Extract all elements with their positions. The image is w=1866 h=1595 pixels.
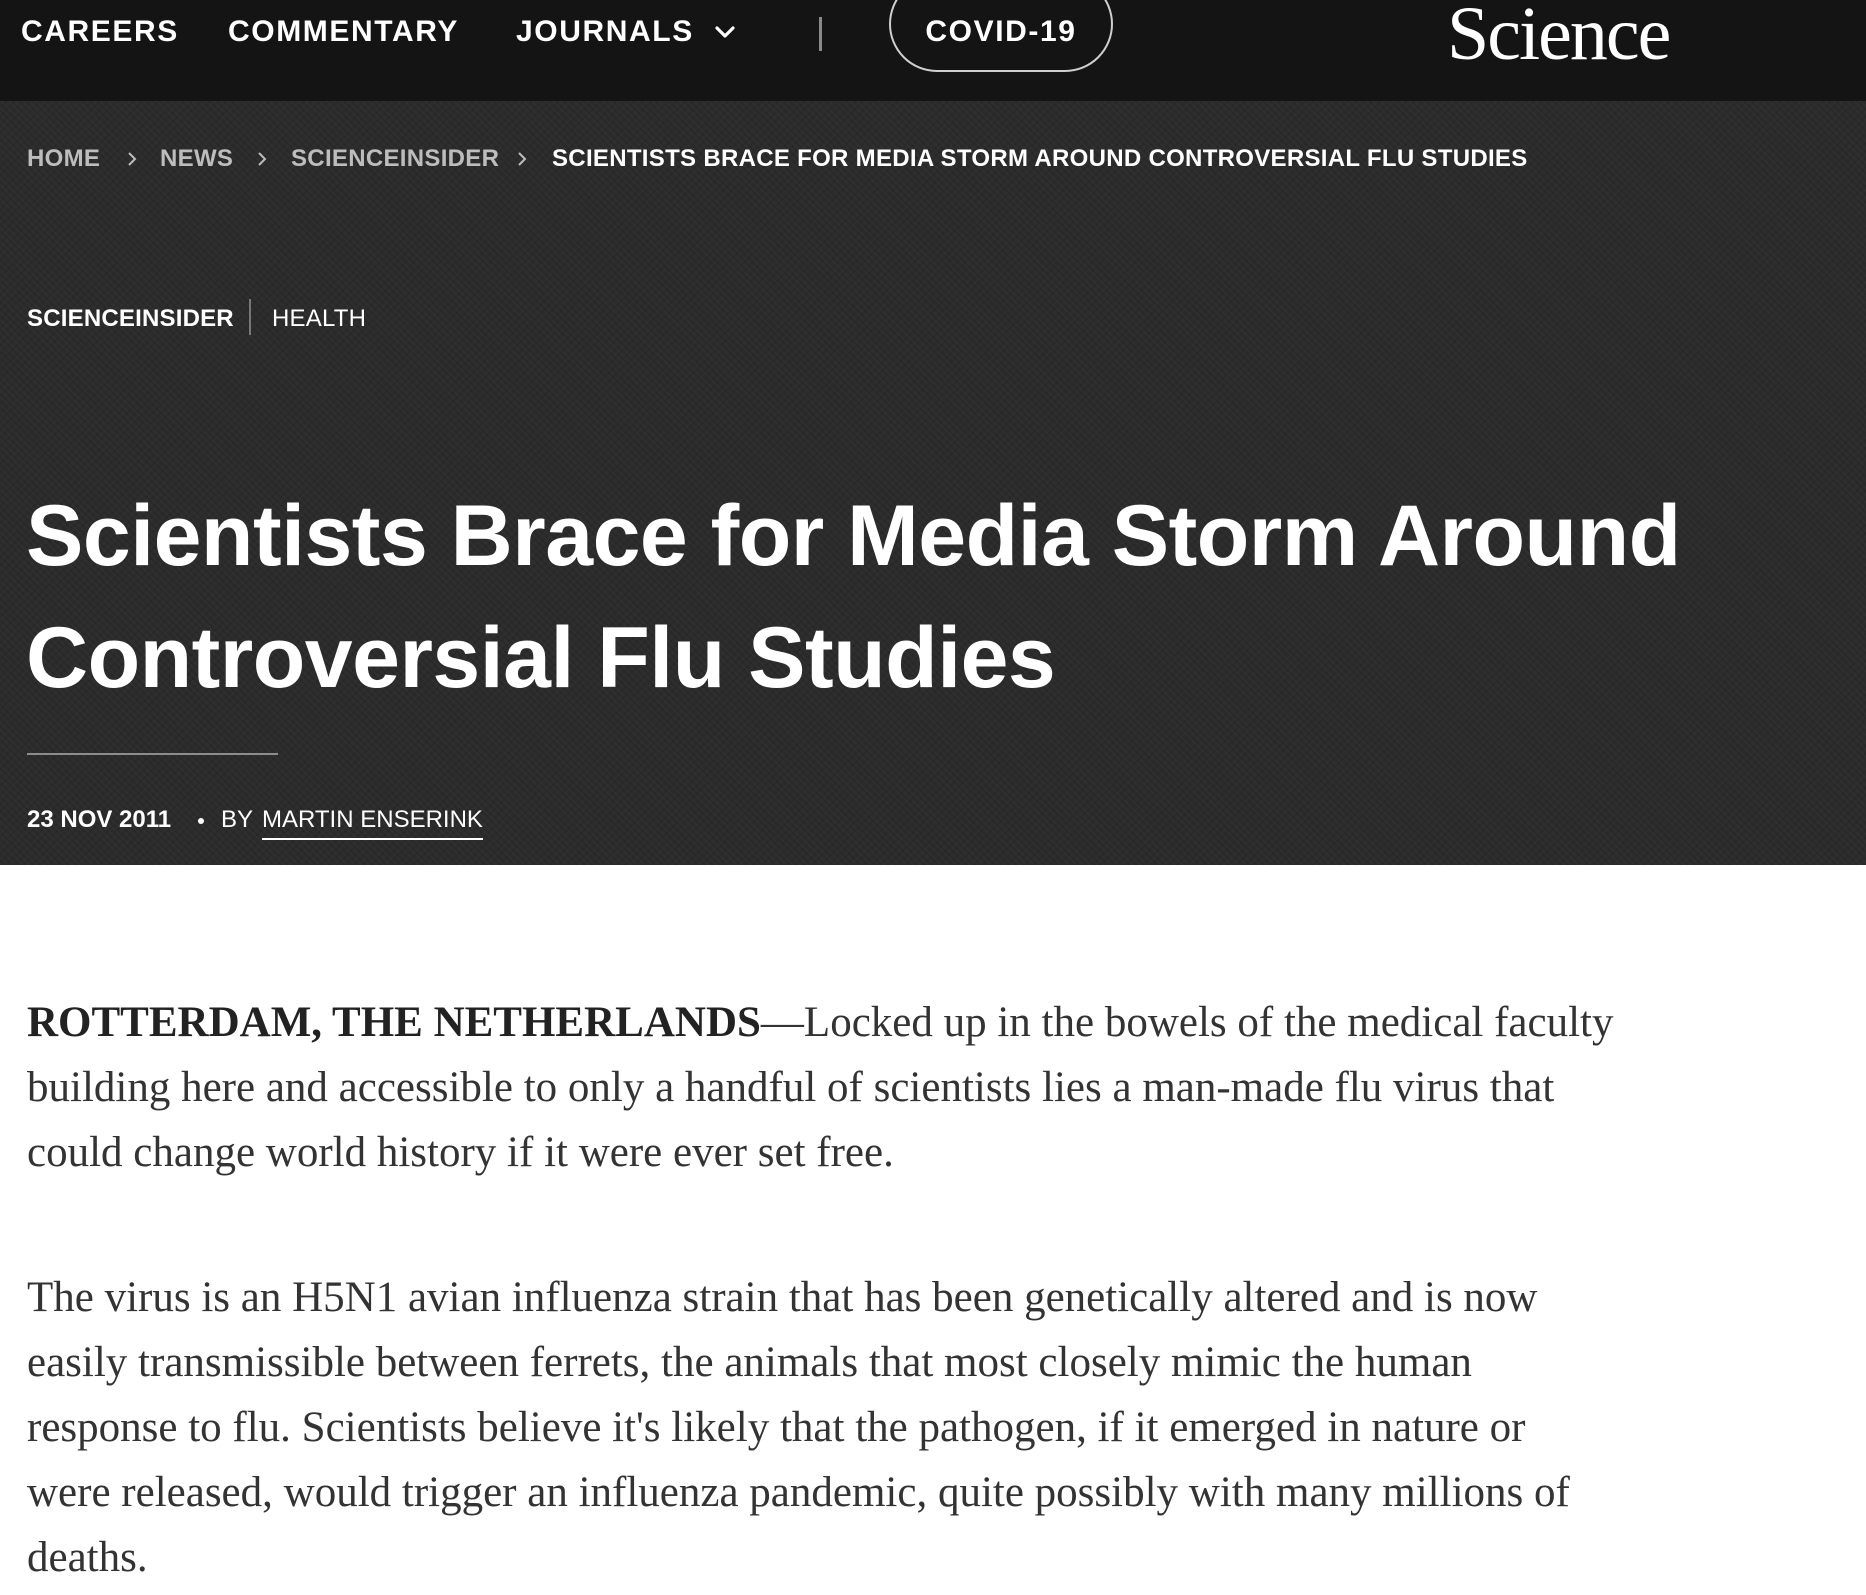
byline-by: BY bbox=[221, 806, 254, 833]
nav-divider bbox=[819, 17, 822, 51]
article-paragraph bbox=[27, 1265, 1827, 1590]
chevron-right-icon bbox=[255, 152, 269, 166]
author-link[interactable]: MARTIN ENSERINK bbox=[262, 804, 483, 840]
breadcrumb-current: SCIENTISTS BRACE FOR MEDIA STORM AROUND CONTROVERSIAL FLU STUDIES bbox=[552, 145, 1528, 172]
byline-dot-separator bbox=[198, 818, 204, 824]
chevron-down-icon[interactable] bbox=[714, 21, 736, 43]
paragraph-line bbox=[27, 990, 1827, 1055]
nav-commentary[interactable]: COMMENTARY bbox=[228, 15, 459, 48]
paragraph-line: easily transmissible between ferrets, the animals that most closely mimic the human bbox=[27, 1339, 1472, 1386]
covid-19-label: COVID-19 bbox=[925, 15, 1077, 48]
dateline: ROTTERDAM, THE NETHERLANDS bbox=[27, 999, 761, 1046]
category-scienceinsider[interactable]: SCIENCEINSIDER bbox=[27, 305, 234, 332]
category-divider bbox=[249, 299, 251, 335]
chevron-right-icon bbox=[515, 152, 529, 166]
breadcrumb-scienceinsider[interactable]: SCIENCEINSIDER bbox=[291, 145, 500, 172]
nav-journals[interactable]: JOURNALS bbox=[516, 15, 694, 48]
article-hero bbox=[0, 101, 1866, 865]
breadcrumb-home[interactable]: HOME bbox=[27, 145, 101, 172]
headline-rule bbox=[27, 753, 278, 755]
publish-date: 23 NOV 2011 bbox=[27, 806, 172, 833]
nav-careers[interactable]: CAREERS bbox=[21, 15, 179, 48]
paragraph-line: building here and accessible to only a handful of scientists lies a man-made flu virus that bbox=[27, 1064, 1555, 1111]
science-logo[interactable]: Science bbox=[1447, 0, 1670, 76]
breadcrumb-news[interactable]: NEWS bbox=[160, 145, 234, 172]
article-headline bbox=[26, 475, 1826, 719]
headline-line: Controversial Flu Studies bbox=[26, 610, 1056, 706]
paragraph-line: were released, would trigger an influenza pandemic, quite possibly with many millions of bbox=[27, 1469, 1570, 1516]
article-body bbox=[27, 990, 1827, 1590]
paragraph-line: response to flu. Scientists believe it's likely that the pathogen, if it emerged in nature or bbox=[27, 1404, 1526, 1451]
top-nav bbox=[0, 0, 1866, 101]
category-health[interactable]: HEALTH bbox=[272, 305, 367, 332]
paragraph-text: —Locked up in the bowels of the medical faculty bbox=[760, 999, 1614, 1046]
paragraph-line: deaths. bbox=[27, 1534, 148, 1581]
paragraph-line: could change world history if it were ever set free. bbox=[27, 1129, 894, 1176]
chevron-right-icon bbox=[125, 152, 139, 166]
article-paragraph bbox=[27, 990, 1827, 1185]
paragraph-line: The virus is an H5N1 avian influenza strain that has been genetically altered and is now bbox=[27, 1274, 1538, 1321]
covid-19-button[interactable] bbox=[889, 0, 1113, 72]
headline-line: Scientists Brace for Media Storm Around bbox=[26, 488, 1681, 584]
